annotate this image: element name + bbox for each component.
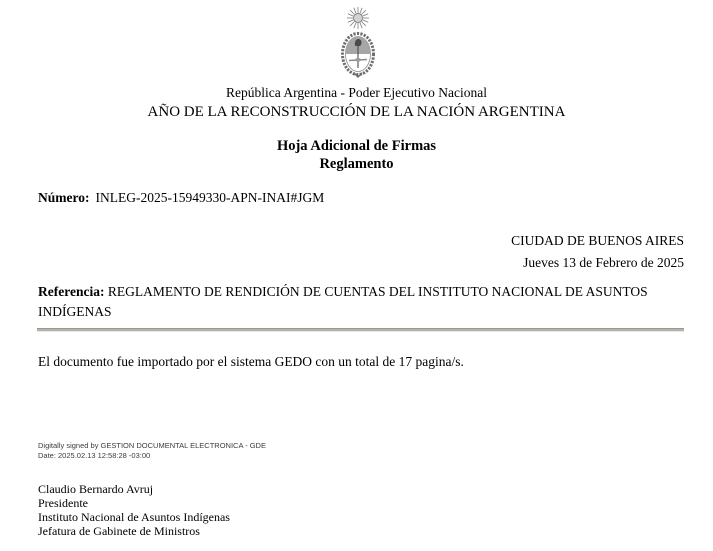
header-lines <box>0 84 713 122</box>
reference-block <box>38 282 686 322</box>
header-line-republic: República Argentina - Poder Ejecutivo Nacional <box>225 85 488 100</box>
signer-role: Presidente <box>38 496 88 510</box>
document-title <box>0 137 713 173</box>
title-line-document-type: Hoja Adicional de Firmas <box>276 138 437 154</box>
number-label: Número: <box>38 190 90 205</box>
title-line-subtype: Reglamento <box>319 156 394 172</box>
gedo-import-note: El documento fue importado por el sistema GEDO con un total de 17 pagina/s. <box>38 354 464 369</box>
place-and-date <box>511 233 684 271</box>
signer-block <box>38 482 230 538</box>
document-number <box>38 190 324 206</box>
signer-ministry: Jefatura de Gabinete de Ministros <box>38 524 200 538</box>
digital-signature-line-1: Digitally signed by GESTION DOCUMENTAL ELECTRONICA - GDE <box>38 441 266 450</box>
reference-label: Referencia: <box>38 284 105 299</box>
city-line: CIUDAD DE BUENOS AIRES <box>511 233 684 248</box>
digital-signature-stamp <box>38 441 266 460</box>
header-line-year-motto: AÑO DE LA RECONSTRUCCIÓN DE LA NACIÓN ARGENTINA <box>147 104 566 120</box>
horizontal-divider <box>37 328 684 332</box>
reference-text: REGLAMENTO DE RENDICIÓN DE CUENTAS DEL INSTITUTO NACIONAL DE ASUNTOS INDÍGENAS <box>38 284 648 319</box>
digital-signature-line-2: Date: 2025.02.13 12:58:28 -03:00 <box>38 450 151 460</box>
argentina-coat-of-arms-icon <box>318 6 398 80</box>
signer-name: Claudio Bernardo Avruj <box>38 482 154 496</box>
signer-organization: Instituto Nacional de Asuntos Indígenas <box>38 510 230 524</box>
date-line: Jueves 13 de Febrero de 2025 <box>523 255 684 270</box>
number-value: INLEG-2025-15949330-APN-INAI#JGM <box>95 190 325 205</box>
